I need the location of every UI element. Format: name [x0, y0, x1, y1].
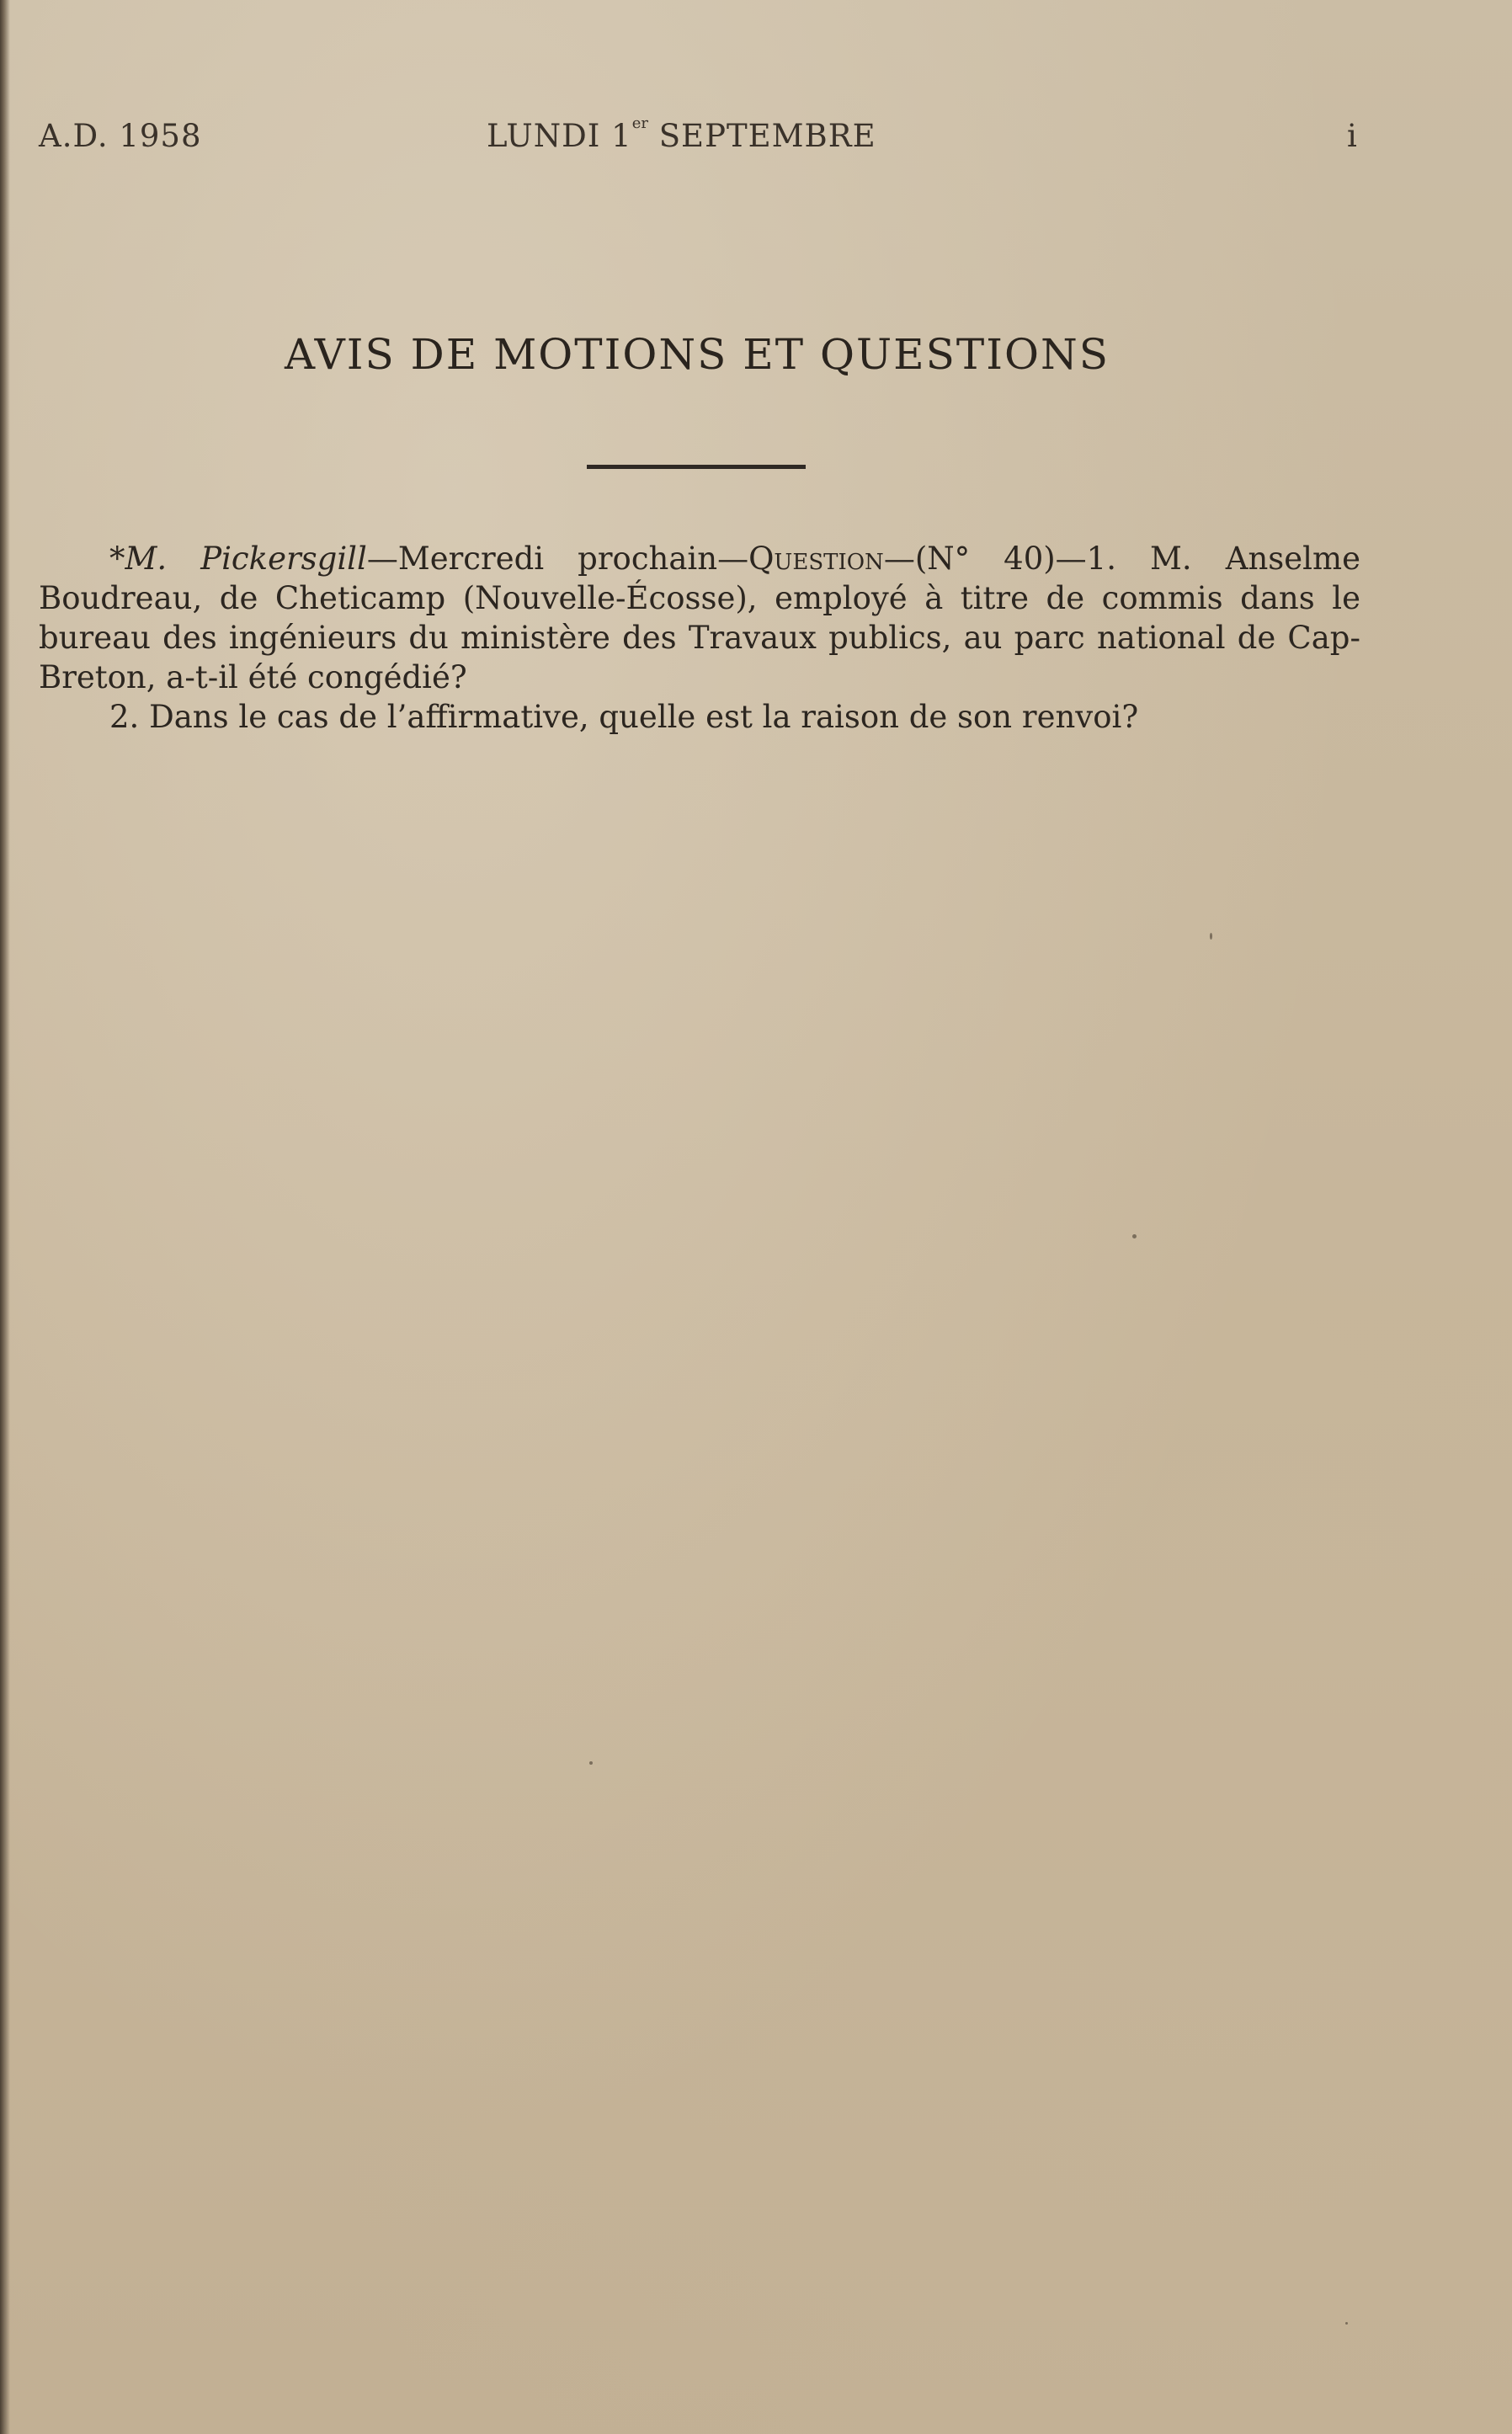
- header-date-day: LUNDI 1: [487, 118, 632, 154]
- question-notice: [39, 539, 1360, 697]
- section-title: AVIS DE MOTIONS ET QUESTIONS: [285, 330, 1110, 379]
- header-date-month: SEPTEMBRE: [647, 118, 876, 154]
- question-text: —(N° 40)—1. M. Anselme Boudreau, de Cheticamp (Nouvelle-Écosse), employé à titre de commis dans le bureau des ingénieurs du ministère des Travaux publics, au parc national de Cap-Breton, a-t-il été congédié?: [39, 541, 1360, 695]
- question-label: Question: [748, 541, 884, 577]
- title-rule: [587, 465, 806, 469]
- question-item-2: 2. Dans le cas de l’affirmative, quelle est la raison de son renvoi?: [109, 699, 1139, 735]
- notice-body: [39, 539, 1360, 737]
- header-date-ordinal: er: [631, 115, 648, 132]
- notice-date: —Mercredi prochain—: [366, 541, 749, 577]
- paper-speck: [1345, 2322, 1348, 2325]
- paper-speck: [1210, 933, 1212, 940]
- paper-speck: [589, 1761, 593, 1765]
- header-page-number: i: [1347, 118, 1358, 154]
- header-date: [487, 115, 876, 154]
- paper-speck: [1132, 1234, 1137, 1238]
- member-name: M. Pickersgill: [125, 541, 367, 577]
- header-year: A.D. 1958: [39, 118, 202, 154]
- notice-asterisk: *: [109, 541, 125, 577]
- running-header: [0, 115, 1512, 168]
